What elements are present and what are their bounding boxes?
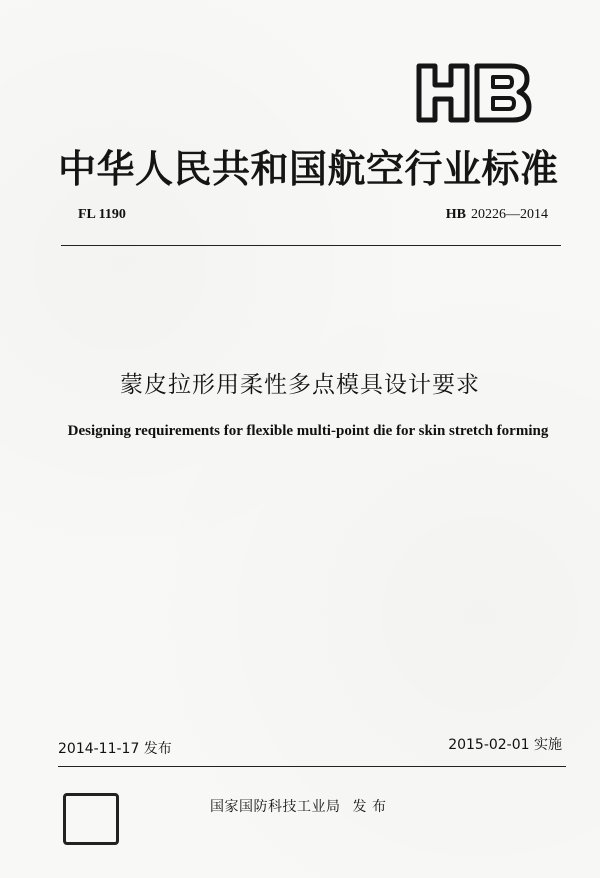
publisher-emblem-box: [63, 793, 119, 845]
publisher: [210, 796, 386, 816]
footer-divider: [58, 766, 566, 767]
header-divider: [61, 245, 561, 246]
publish-action: 发 布: [352, 799, 387, 815]
standard-number-value: 20226—2014: [471, 207, 548, 222]
publisher-name: 国家国防科技工业局: [210, 799, 341, 815]
main-title: 中华人民共和国航空行业标准: [58, 147, 559, 191]
standard-number: [446, 207, 548, 223]
classification-code: FL 1190: [78, 207, 126, 222]
effective-date: 2015-02-01 实施: [448, 737, 562, 753]
issue-date: 2014-11-17 发布: [58, 741, 172, 757]
hb-logo-icon: [413, 62, 533, 124]
document-title-en: Designing requirements for flexible multi-point die for skin stretch forming: [67, 423, 549, 439]
document-title-cn: 蒙皮拉形用柔性多点模具设计要求: [120, 372, 480, 398]
standard-prefix: HB: [445, 207, 466, 222]
